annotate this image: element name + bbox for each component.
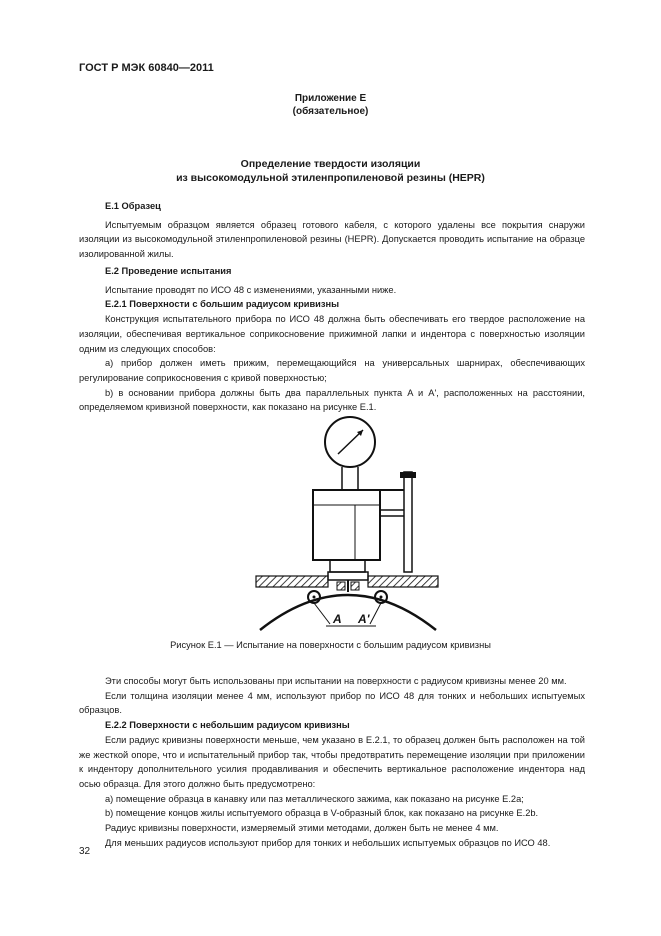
paragraph: Эти способы могут быть использованы при испытании на поверхности с радиусом кривизны менее 20 мм. bbox=[105, 676, 567, 686]
paragraph: Если толщина изоляции менее 4 мм, используют прибор по ИСО 48 для тонких и небольших испытуемых образцов. bbox=[79, 690, 585, 716]
paragraph: Испытание проводят по ИСО 48 с изменениями, указанными ниже. bbox=[105, 284, 397, 295]
label-a-prime: A' bbox=[358, 612, 370, 626]
instrument-body bbox=[313, 490, 380, 560]
appendix-title: Приложение Е bbox=[294, 93, 367, 104]
subsection-heading: Е.2.2 Поверхности с небольшим радиусом кривизны bbox=[105, 720, 350, 731]
standard-header: ГОСТ Р МЭК 60840—2011 bbox=[79, 62, 214, 74]
title-line-2: из высокомодульной этиленпропиленовой резины (HEPR) bbox=[176, 172, 485, 184]
list-item: а) прибор должен иметь прижим, перемещающийся на универсальных шарнирах, обеспечивающих регулирование соприкосновения с кривой поверхностью; bbox=[79, 358, 585, 383]
base-plate-right bbox=[368, 576, 438, 587]
figure-caption: Рисунок Е.1 — Испытание на поверхности с большим радиусом кривизны bbox=[170, 640, 491, 650]
section-e2 bbox=[79, 264, 585, 415]
paragraph: Если радиус кривизны поверхности меньше, чем указано в Е.2.1, то образец должен быть расположен на той же жесткой опоре, что и испытательный прибор так, чтобы предотвратить перемещение изоляции при приложении к индентору дополнительного усилия продавливания и обеспечить вертикальное расположение индентора над осью образца. Для этого должно быть предусмотрено: bbox=[79, 734, 585, 789]
guide-column bbox=[404, 472, 412, 572]
base-plate-left bbox=[256, 576, 328, 587]
paragraph: Радиус кривизны поверхности, измеряемый этими методами, должен быть не менее 4 мм. bbox=[105, 823, 499, 834]
title-line-1: Определение твердости изоляции bbox=[240, 158, 421, 170]
list-item: b) в основании прибора должны быть два параллельных пункта A и A', расположенных на расстоянии, определяемом кривизной поверхности, как показано на рисунке Е.1. bbox=[79, 387, 585, 413]
paragraph: Конструкция испытательного прибора по ИСО 48 должна быть обеспечивать его твердое расположение на изоляции, обеспечивая вертикальное соприкосновение прижимной лапки и индентора с поверхностью изоляции одним из следующих способов: bbox=[79, 314, 585, 354]
subsection-heading: Е.2.1 Поверхности с большим радиусом кривизны bbox=[105, 299, 340, 310]
section-e1 bbox=[79, 199, 585, 262]
appendix-subtitle: (обязательное) bbox=[292, 106, 369, 117]
page-number: 32 bbox=[79, 846, 91, 857]
label-a: A bbox=[333, 612, 342, 626]
section-heading: Е.1 Образец bbox=[105, 201, 161, 211]
curved-surface bbox=[260, 595, 436, 630]
section-heading: Е.2 Проведение испытания bbox=[105, 266, 232, 276]
list-item: b) помещение концов жилы испытуемого образца в V-образный блок, как показано на рисунке Е.2b. bbox=[105, 808, 539, 819]
paragraph: Испытуемым образцом является образец готового кабеля, с которого удалены все покрытия снаружи изоляции из высокомодульной этиленпропиленовой резины (HEPR). Допускается проводить испытание на образце изолированной жилы. bbox=[79, 219, 585, 260]
section-after-figure bbox=[79, 674, 585, 850]
paragraph: Для меньших радиусов используют прибор для тонких и небольших испытуемых образцов по ИСО 48. bbox=[105, 837, 551, 848]
document-title bbox=[0, 157, 661, 185]
list-item: а) помещение образца в канавку или паз металлического зажима, как показано на рисунке Е.2а; bbox=[105, 793, 524, 804]
figure-e1-diagram bbox=[230, 410, 440, 640]
appendix-heading bbox=[0, 92, 661, 118]
